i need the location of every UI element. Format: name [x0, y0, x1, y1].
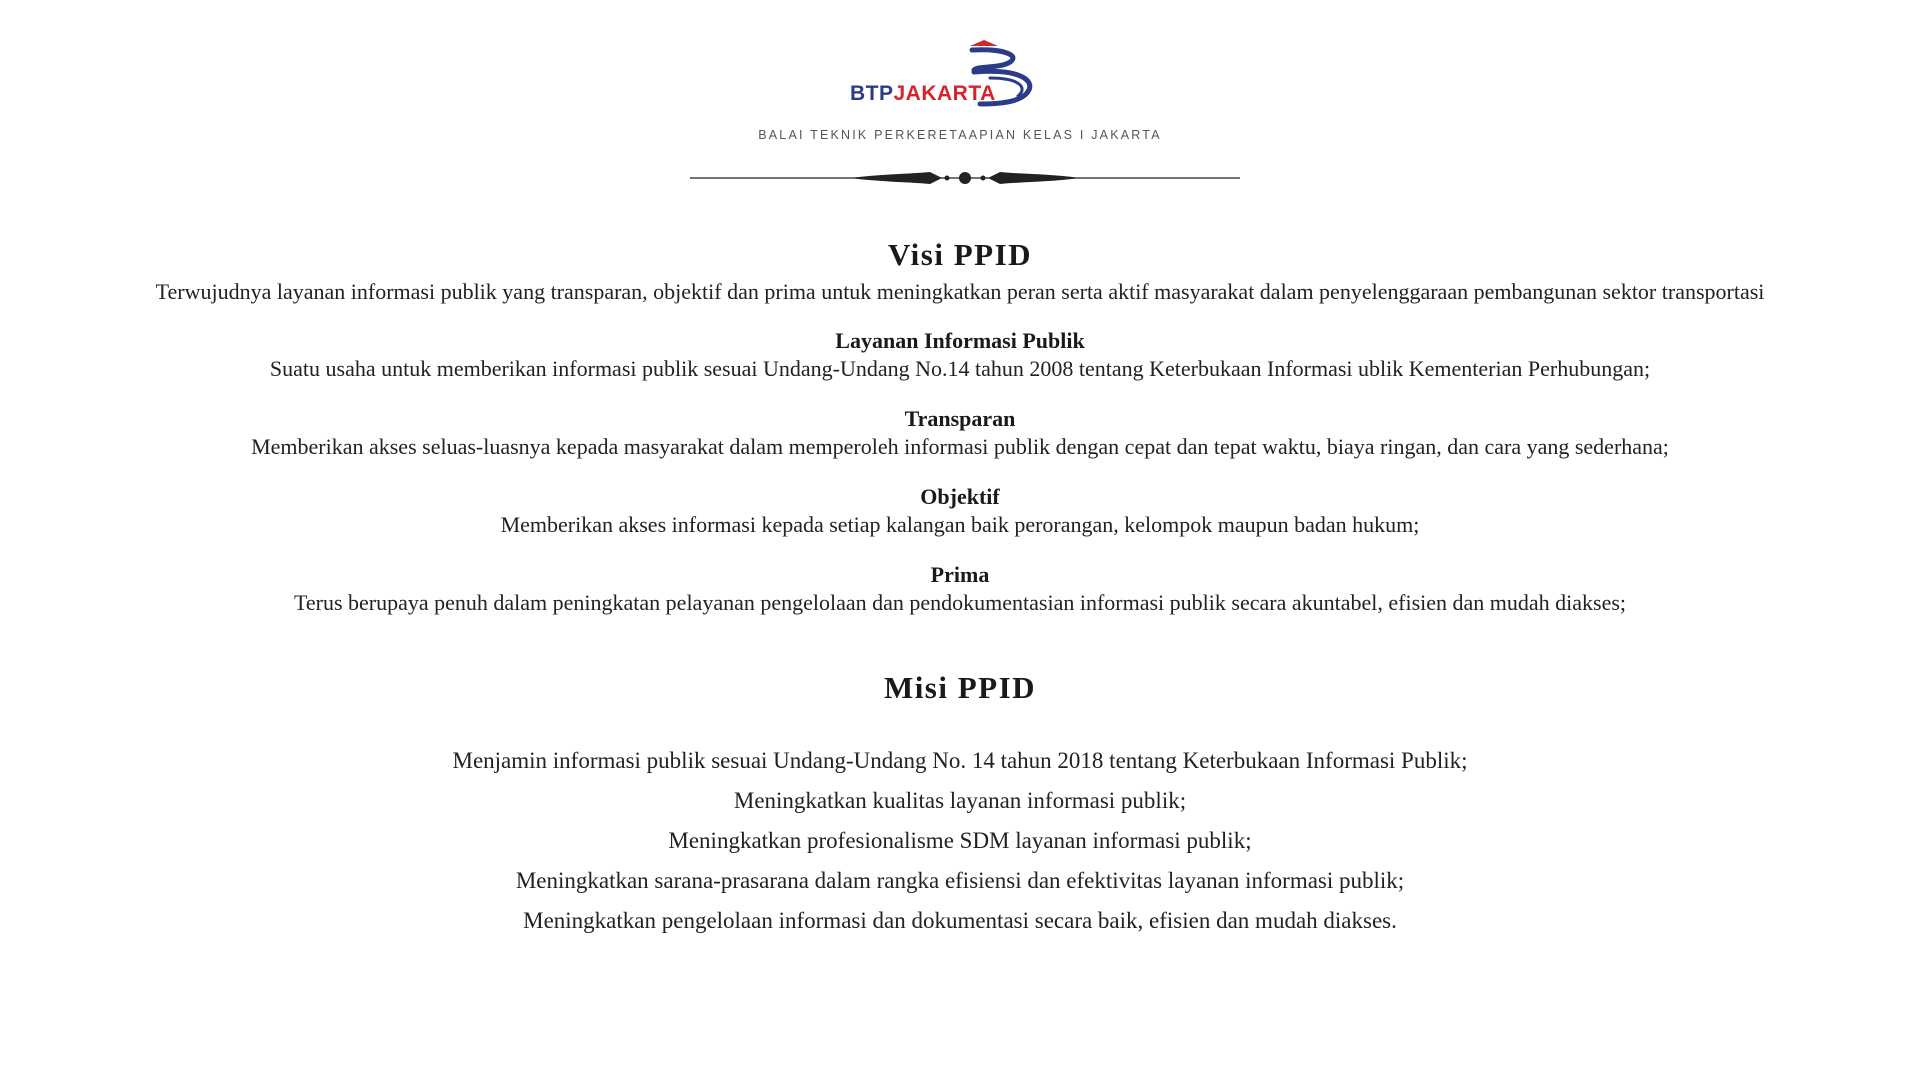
misi-list	[0, 741, 1920, 941]
visi-item	[0, 561, 1920, 617]
ornamental-divider-icon	[690, 168, 1240, 188]
visi-item-desc: Memberikan akses informasi kepada setiap kalangan baik perorangan, kelompok maupun badan hukum;	[500, 512, 1420, 537]
misi-item: Meningkatkan kualitas layanan informasi publik;	[733, 788, 1187, 813]
logo-wordmark	[850, 82, 996, 106]
main-content	[0, 232, 1920, 941]
misi-item: Meningkatkan pengelolaan informasi dan dokumentasi secara baik, efisien dan mudah diakses.	[523, 908, 1397, 933]
visi-item-desc: Terus berupaya penuh dalam peningkatan pelayanan pengelolaan dan pendokumentasian informasi publik secara akuntabel, efisien dan mudah diakses;	[293, 590, 1627, 615]
misi-item: Meningkatkan sarana-prasarana dalam rangka efisiensi dan efektivitas layanan informasi publik;	[515, 868, 1405, 893]
logo-brand-jakarta: JAKARTA	[893, 82, 996, 105]
visi-item-title: Layanan Informasi Publik	[835, 328, 1085, 353]
misi-item: Meningkatkan profesionalisme SDM layanan informasi publik;	[668, 828, 1252, 853]
misi-title: Misi PPID	[883, 670, 1037, 705]
visi-item-title: Transparan	[904, 406, 1016, 431]
visi-section	[0, 232, 1920, 617]
btp-jakarta-logo	[850, 38, 1070, 112]
visi-item-desc: Suatu usaha untuk memberikan informasi publik sesuai Undang-Undang No.14 tahun 2008 tentang Keterbukaan Informasi ublik Kementerian Perhubungan;	[269, 356, 1651, 381]
misi-section	[0, 665, 1920, 941]
misi-item: Menjamin informasi publik sesuai Undang-Undang No. 14 tahun 2018 tentang Keterbukaan Informasi Publik;	[452, 748, 1468, 773]
visi-item-title: Objektif	[920, 484, 1000, 509]
visi-item	[0, 483, 1920, 539]
visi-item	[0, 327, 1920, 383]
page-header	[0, 0, 1920, 200]
logo-brand-btp: BTP	[850, 82, 894, 105]
visi-item	[0, 405, 1920, 461]
organization-subtitle: BALAI TEKNIK PERKERETAAPIAN KELAS I JAKARTA	[758, 128, 1162, 142]
visi-item-desc: Memberikan akses seluas-luasnya kepada masyarakat dalam memperoleh informasi publik dengan cepat dan tepat waktu, biaya ringan, dan cara yang sederhana;	[251, 434, 1669, 459]
visi-title: Visi PPID	[887, 237, 1033, 272]
visi-statement: Terwujudnya layanan informasi publik yang transparan, objektif dan prima untuk meningkatkan peran serta aktif masyarakat dalam penyelenggaraan pembangunan sektor transportasi	[155, 279, 1765, 304]
visi-item-title: Prima	[930, 562, 990, 587]
